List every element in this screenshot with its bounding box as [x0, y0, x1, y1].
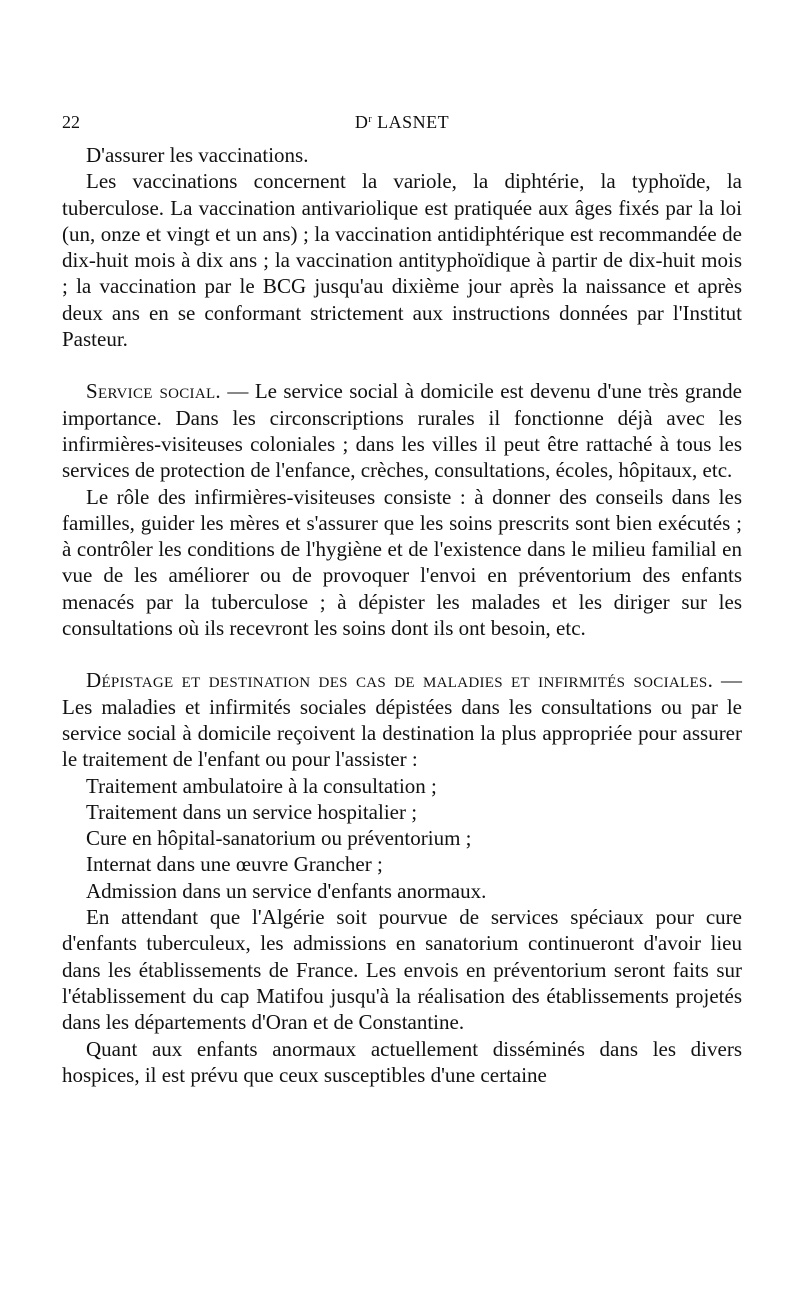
service-social-text: — Le service social à domicile est devenu d'une très grande importance. Dans les circonscriptions rurales il fonctionne déjà avec les infirmières-visiteuses coloniales ; dans les villes il peut être rattaché à tous les services de protection de l'enfance, crèches, consultations, écoles, hôpitaux, etc.: [62, 379, 742, 483]
depistage-title: Dépistage et destination des cas de maladies et infirmités sociales.: [86, 668, 714, 693]
document-page: [62, 100, 742, 1088]
depistage-paragraph: [62, 667, 742, 772]
running-head-name: LASNET: [377, 112, 450, 132]
section-gap: [62, 352, 742, 378]
section-gap: [62, 641, 742, 667]
destination-list-item: Cure en hôpital-sanatorium ou préventorium ;: [86, 826, 472, 851]
vaccination-intro: D'assurer les vaccinations.: [86, 143, 309, 167]
vaccination-paragraph: Les vaccinations concernent la variole, la diphtérie, la typhoïde, la tuberculose. La vaccination antivariolique est pratiquée aux âges fixés par la loi (un, onze et vingt et un ans) ; la vaccination antidiphtérique est recommandée de dix-huit mois à dix ans ; la vaccination antityphoïdique à partir de dix-huit mois ; la vaccination par le BCG jusqu'au dixième jour après la naissance et après deux ans en se conformant strictement aux instructions données par l'Institut Pasteur.: [62, 169, 742, 352]
service-social-paragraph: [62, 378, 742, 483]
depistage-text: — Les maladies et infirmités sociales dépistées dans les consultations ou par le service social à domicile reçoivent la destination la plus appropriée pour assurer le traitement de l'enfant ou pour l'assister :: [62, 668, 742, 772]
page-number: 22: [62, 112, 80, 132]
body-text: [62, 142, 742, 1088]
running-head: [62, 112, 742, 133]
destination-list-item: Traitement ambulatoire à la consultation ;: [86, 773, 437, 798]
depistage-paragraph-3: Quant aux enfants anormaux actuellement disséminés dans les divers hospices, il est prévu que ceux susceptibles d'une certaine: [62, 1036, 742, 1087]
running-head-superscript: r: [368, 114, 373, 125]
service-social-paragraph-2: Le rôle des infirmières-visiteuses consiste : à donner des conseils dans les familles, guider les mères et s'assurer que les soins prescrits sont bien exécutés ; à contrôler les conditions de l'hygiène et de l'existence dans le milieu familial en vue de les améliorer ou de provoquer l'envoi en préventorium des enfants menacés par la tuberculose ; à dépister les malades et les diriger sur les consultations où ils recevront les soins dont ils ont besoin, etc.: [62, 484, 742, 641]
service-social-title: Service social.: [86, 379, 221, 404]
destination-list-item: Admission dans un service d'enfants anormaux.: [86, 878, 487, 903]
destination-list-item: Traitement dans un service hospitalier ;: [86, 799, 418, 824]
destination-list-item: Internat dans une œuvre Grancher ;: [86, 852, 383, 877]
page-header: [62, 100, 742, 142]
depistage-paragraph-2: En attendant que l'Algérie soit pourvue de services spéciaux pour cure d'enfants tuberculeux, les admissions en sanatorium continueront d'avoir lieu dans les établissements de France. Les envois en préventorium seront faits sur l'établissement du cap Matifou jusqu'à la réalisation des établissements projetés dans les départements d'Oran et de Constantine.: [62, 905, 742, 1035]
running-head-prefix: D: [354, 112, 369, 132]
